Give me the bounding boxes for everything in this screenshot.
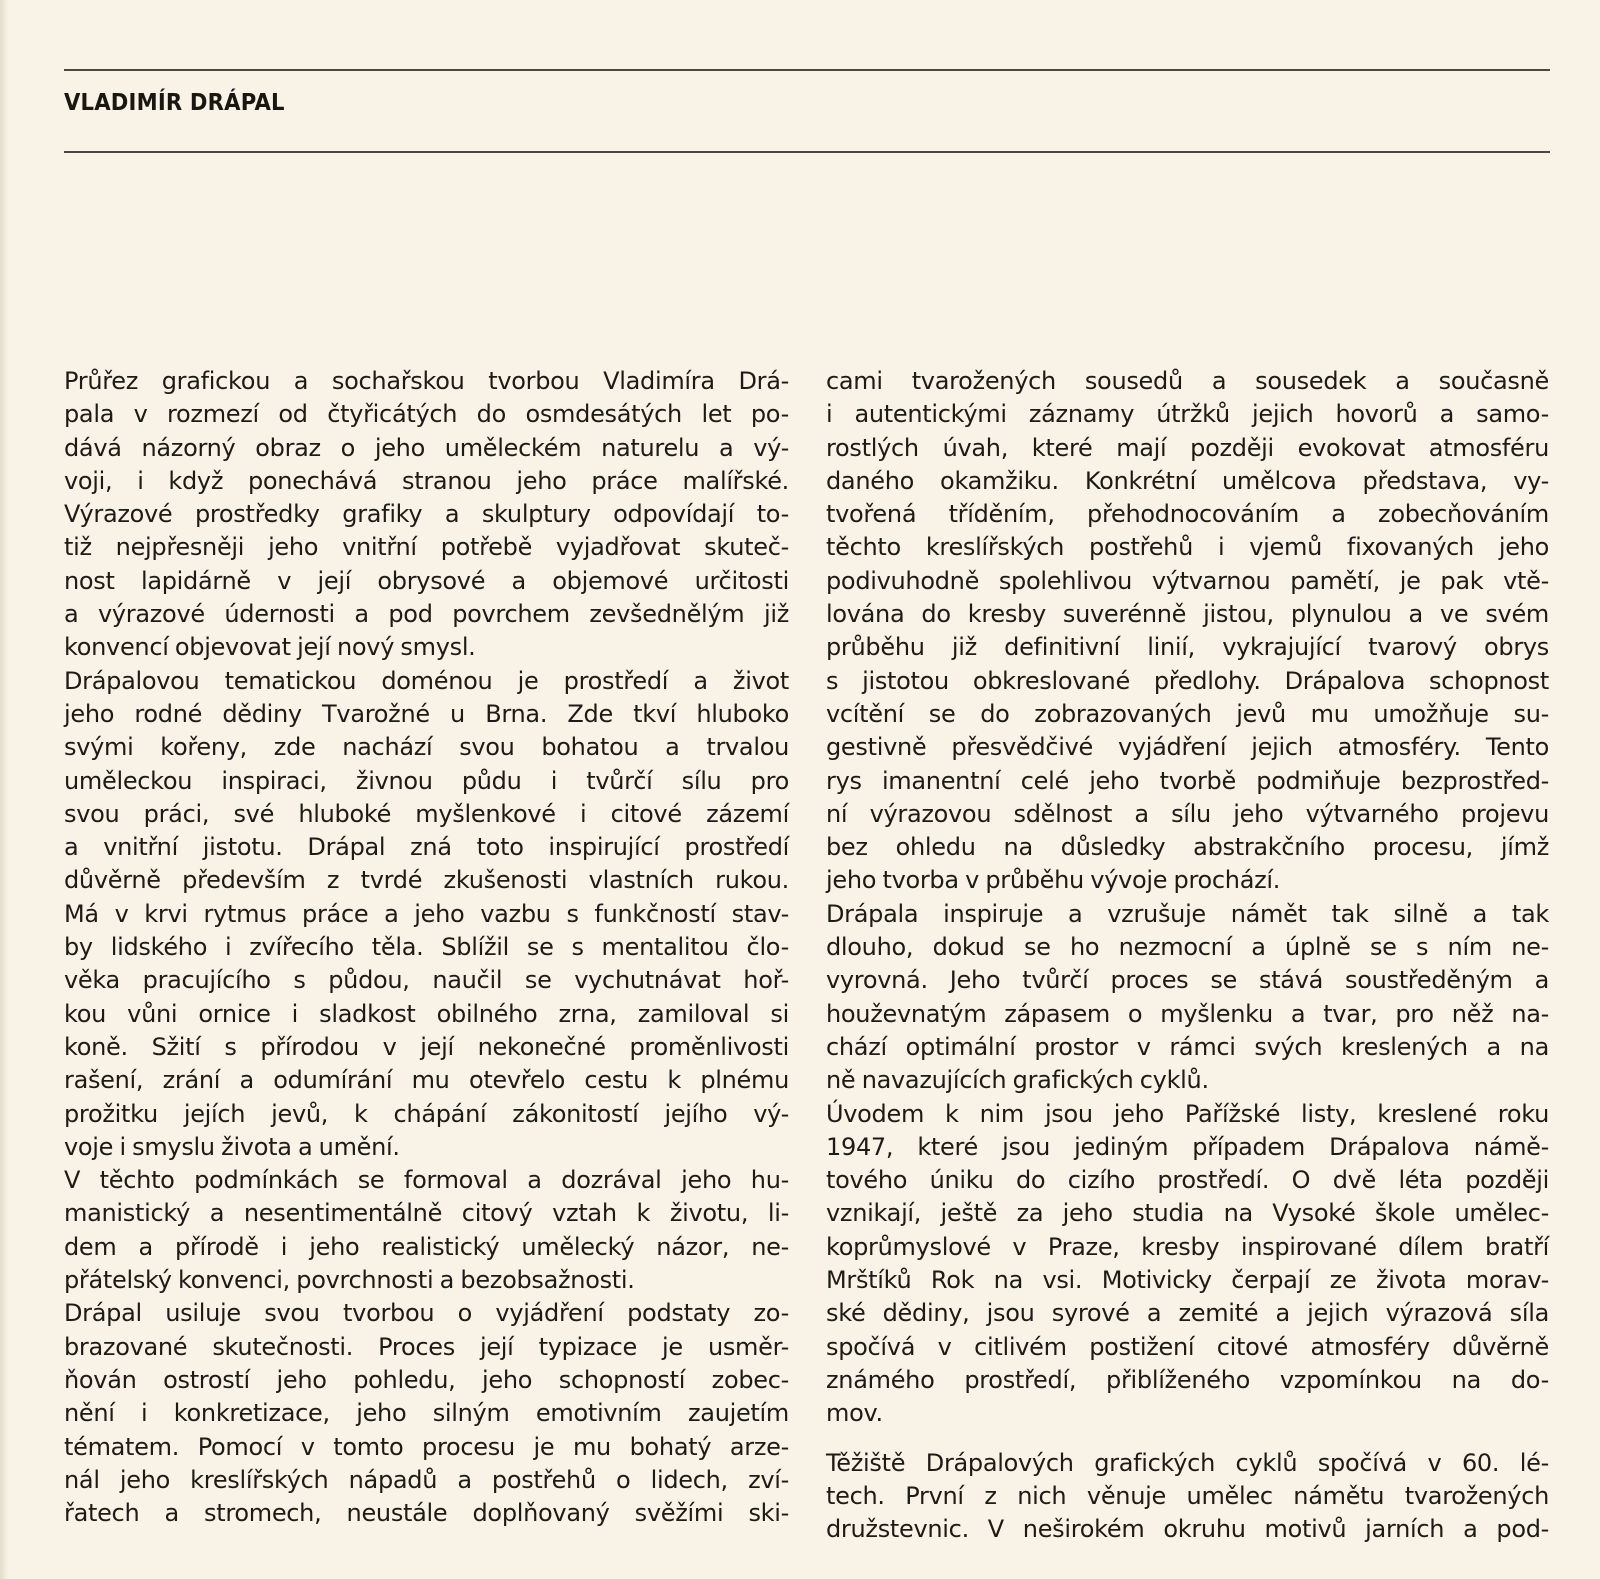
text-line: spočívá v citlivém postižení citové atmosféry důvěrně	[826, 1332, 1549, 1361]
text-line: nost lapidárně v její obrysové a objemové určitosti	[64, 566, 789, 595]
text-line: daného okamžiku. Konkrétní umělcova představa, vy-	[826, 466, 1549, 495]
text-line: konvencí objevovat její nový smysl.	[64, 633, 476, 662]
text-line: Drápala inspiruje a vzrušuje námět tak silně a tak	[826, 899, 1549, 928]
text-line: přátelský konvenci, povrchnosti a bezobsažnosti.	[64, 1266, 635, 1295]
text-line: s jistotou obkreslované předlohy. Drápalova schopnost	[826, 666, 1549, 695]
text-line: Drápal usiluje svou tvorbou o vyjádření podstaty zo-	[64, 1299, 789, 1328]
text-line: voje i smyslu života a umění.	[64, 1132, 400, 1161]
text-line: voji, i když ponechává stranou jeho práce malířské.	[64, 466, 789, 495]
text-line: uměleckou inspiraci, živnou půdu i tvůrčí sílu pro	[64, 766, 789, 795]
paragraph-spacer	[826, 1431, 1549, 1447]
text-line: pala v rozmezí od čtyřicátých do osmdesátých let po-	[64, 400, 789, 429]
page-edge-shadow	[0, 0, 8, 1579]
text-line: a výrazové údernosti a pod povrchem zevšednělým již	[64, 600, 789, 629]
text-line: těchto kreslířských postřehů i vjemů fixovaných jeho	[826, 533, 1549, 562]
text-line: koně. Sžití s přírodou v její nekonečné proměnlivosti	[64, 1032, 789, 1061]
text-line: kou vůni ornice i sladkost obilného zrna, zamiloval si	[64, 999, 789, 1028]
text-line: podivuhodně spolehlivou výtvarnou pamětí, je pak vtě-	[826, 566, 1549, 595]
page-title: VLADIMÍR DRÁPAL	[64, 90, 285, 116]
text-line: družstevnic. V neširokém okruhu motivů jarních a pod-	[826, 1515, 1549, 1544]
text-line: rys imanentní celé jeho tvorbě podmiňuje bezprostřed-	[826, 766, 1549, 795]
text-line: a vnitřní jistotu. Drápal zná toto inspirující prostředí	[64, 833, 789, 862]
text-line: houževnatým zápasem o myšlenku a tvar, pro něž na-	[826, 999, 1549, 1028]
text-line: V těchto podmínkách se formoval a dozrával jeho hu-	[64, 1166, 789, 1195]
text-line: i autentickými záznamy útržků jejich hovorů a samo-	[826, 400, 1549, 429]
text-line: mov.	[826, 1399, 883, 1428]
text-line: tvořená tříděním, přehodnocováním a zobecňováním	[826, 500, 1549, 529]
text-line: svými kořeny, zde nachází svou bohatou a trvalou	[64, 733, 789, 762]
text-line: Mrštíků Rok na vsi. Motivicky čerpají ze života morav-	[826, 1266, 1549, 1295]
title-bottom-rule	[64, 151, 1550, 153]
text-line: tového úniku do cizího prostředí. O dvě léta později	[826, 1166, 1549, 1195]
text-line: svou práci, své hluboké myšlenkové i citové zázemí	[64, 799, 789, 828]
text-line: věka pracujícího s půdou, naučil se vychutnávat hoř-	[64, 966, 789, 995]
text-line: tech. První z nich věnuje umělec námětu tvarožených	[826, 1481, 1549, 1510]
text-line: Drápalovou tematickou doménou je prostředí a život	[64, 666, 789, 695]
text-line: by lidského i zvířecího těla. Sblížil se s mentalitou člo-	[64, 933, 789, 962]
text-line: jeho rodné dědiny Tvarožné u Brna. Zde tkví hluboko	[64, 699, 789, 728]
text-line: vcítění se do zobrazovaných jevů mu umožňuje su-	[826, 699, 1549, 728]
text-line: lována do kresby suverénně jistou, plynulou a ve svém	[826, 600, 1549, 629]
text-line: 1947, které jsou jediným případem Drápalova námě-	[826, 1132, 1549, 1161]
text-line: koprůmyslové v Praze, kresby inspirované dílem bratří	[826, 1232, 1549, 1261]
text-line: rostlých úvah, které mají později evokovat atmosféru	[826, 433, 1549, 462]
text-line: Výrazové prostředky grafiky a skulptury odpovídají to-	[64, 500, 789, 529]
text-line: jeho tvorba v průběhu vývoje prochází.	[826, 866, 1281, 895]
top-rule	[64, 69, 1550, 71]
text-line: Má v krvi rytmus práce a jeho vazbu s funkčností stav-	[64, 899, 789, 928]
text-line: nál jeho kreslířských nápadů a postřehů o lidech, zví-	[64, 1465, 789, 1494]
text-line: manistický a nesentimentálně citový vztah k životu, li-	[64, 1199, 789, 1228]
text-line: ňován ostrostí jeho pohledu, jeho schopností zobec-	[64, 1365, 789, 1394]
text-line: cami tvarožených sousedů a sousedek a současně	[826, 367, 1549, 395]
text-line: nění i konkretizace, jeho silným emotivním zaujetím	[64, 1399, 789, 1428]
text-line: řatech a stromech, neustále doplňovaný svěžími ski-	[64, 1499, 789, 1528]
text-line: dem a přírodě i jeho realistický umělecký názor, ne-	[64, 1232, 789, 1261]
text-column-right	[826, 365, 1549, 1546]
text-line: ní výrazovou sdělnost a sílu jeho výtvarného projevu	[826, 799, 1549, 828]
text-line: prožitku jejích jevů, k chápání zákonitostí jejího vý-	[64, 1099, 789, 1128]
text-line: chází optimální prostor v rámci svých kreslených a na	[826, 1032, 1549, 1061]
text-line: vznikají, ještě za jeho studia na Vysoké škole umělec-	[826, 1199, 1549, 1228]
text-line: Průřez grafickou a sochařskou tvorbou Vladimíra Drá-	[64, 367, 789, 395]
text-line: gestivně přesvědčivé vyjádření jejich atmosféry. Tento	[826, 733, 1549, 762]
text-line: dlouho, dokud se ho nezmocní a úplně se s ním ne-	[826, 933, 1549, 962]
text-line: vyrovná. Jeho tvůrčí proces se stává soustředěným a	[826, 966, 1549, 995]
text-line: Těžiště Drápalových grafických cyklů spočívá v 60. lé-	[826, 1448, 1549, 1477]
text-line: důvěrně především z tvrdé zkušenosti vlastních rukou.	[64, 866, 789, 895]
text-line: známého prostředí, přiblíženého vzpomínkou na do-	[826, 1365, 1549, 1394]
text-line: tématem. Pomocí v tomto procesu je mu bohatý arze-	[64, 1432, 789, 1461]
text-column-left	[64, 365, 789, 1530]
text-line: ské dědiny, jsou syrové a zemité a jejich výrazová síla	[826, 1299, 1549, 1328]
text-line: rašení, zrání a odumírání mu otevřelo cestu k plnému	[64, 1066, 789, 1095]
text-line: tiž nejpřesněji jeho vnitřní potřebě vyjadřovat skuteč-	[64, 533, 789, 562]
text-line: Úvodem k nim jsou jeho Pařížské listy, kreslené roku	[826, 1099, 1549, 1128]
text-line: průběhu již definitivní linií, vykrajující tvarový obrys	[826, 633, 1549, 662]
text-line: brazované skutečnosti. Proces její typizace je usměr-	[64, 1332, 789, 1361]
text-line: ně navazujících grafických cyklů.	[826, 1066, 1209, 1095]
text-line: dává názorný obraz o jeho uměleckém naturelu a vý-	[64, 433, 789, 462]
text-line: bez ohledu na důsledky abstrakčního procesu, jímž	[826, 833, 1549, 862]
